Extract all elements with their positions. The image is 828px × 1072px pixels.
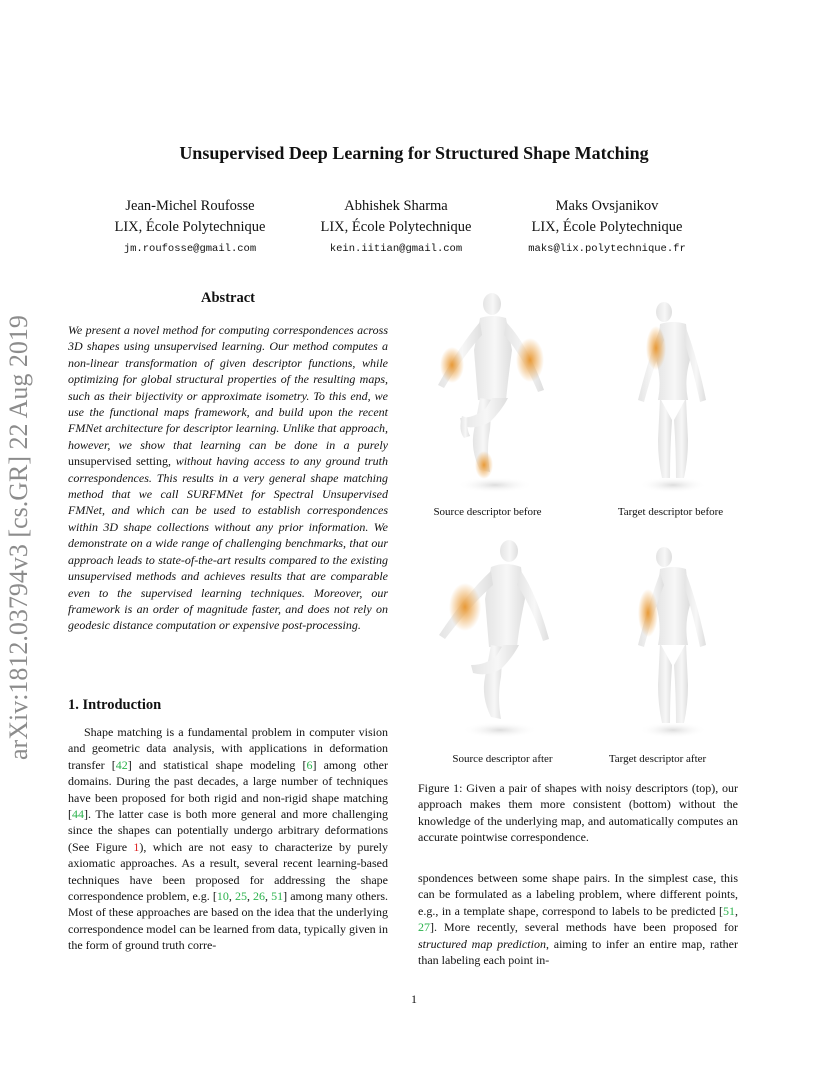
citation-link[interactable]: 44 (72, 807, 84, 822)
citation-link[interactable]: 26 (253, 889, 266, 904)
human-shape-image (420, 290, 570, 495)
arxiv-sidebar-id: arXiv:1812.03794v3 [cs.GR] 22 Aug 2019 (4, 315, 33, 760)
figure-source-before (420, 290, 570, 495)
separator: , (735, 903, 738, 918)
paper-title: Unsupervised Deep Learning for Structured Shape Matching (179, 143, 649, 163)
human-shape-image (598, 535, 748, 740)
separator: , (228, 889, 235, 904)
author-email[interactable]: maks@lix.polytechnique.fr (528, 243, 686, 255)
citation-link[interactable]: 42 (115, 757, 128, 772)
figure-source-after (425, 535, 575, 740)
text-part: ]. More recently, several methods have been proposed for (430, 920, 738, 935)
figure-caption: Figure 1: Given a pair of shapes with noisy descriptors (top), our approach makes them more consistent (bottom) without the knowledge of the underlying map, and automatically computes an accurate pointwise correspondence. (418, 781, 738, 845)
human-shape-image (425, 535, 575, 740)
figure-label-target-after: Target descriptor after (608, 753, 707, 765)
author-affiliation: LIX, École Polytechnique (531, 219, 683, 235)
author-name: Abhishek Sharma (344, 198, 448, 214)
intro-part: Shape matching is a fundamental problem in computer vision and geometric data analysis, with applications in deformation transfer [ (68, 725, 388, 772)
author-name: Jean-Michel Roufosse (125, 198, 255, 214)
author-email[interactable]: jm.roufosse@gmail.com (123, 243, 257, 255)
figure-label-source-before: Source descriptor before (433, 506, 542, 518)
intro-heading: 1. Introduction (68, 697, 162, 713)
figure-label-source-after: Source descriptor after (452, 753, 553, 765)
intro-part: ), which are not easy to characterize by purely axiomatic approaches. As a result, several recent learning-based techniques have been proposed for addressing the shape correspondence problem, e.g. [ (68, 839, 389, 904)
author-name: Maks Ovsjanikov (555, 198, 659, 214)
author-2 (281, 196, 511, 260)
page-number: 1 (411, 992, 417, 1006)
intro-part: ]. The latter case is both more general and more challenging since the shapes can potentially undergo arbitrary deformations (See Figure (68, 807, 388, 854)
intro-part: ] and statistical shape modeling [ (127, 757, 307, 772)
abstract-upright: unsupervised setting, (68, 454, 172, 469)
citation-link[interactable]: 51 (723, 903, 735, 918)
author-email[interactable]: kein.iitian@gmail.com (329, 243, 463, 255)
text-part: , aiming to infer an entire map, rather than labeling each point in- (418, 936, 738, 968)
right-column-text (418, 870, 738, 968)
separator: , (246, 889, 254, 904)
human-shape-image (598, 290, 748, 495)
citation-link[interactable]: 25 (234, 889, 247, 904)
abstract-part: without having access to any ground truth correspondences. This results in a very general shape matching method that we call SURFMNet for Spectral Unsupervised FMNet, and which can be used to establish correspondences within 3D shape collections without any prior information. We demonstrate on a wide range of challenging benchmarks, that our approach leads to state-of-the-art results compared to the existing unsupervised methods and achieves results that are comparable even to the supervised learning techniques. Moreover, our framework is an order of magnitude faster, and does not rely on geodesic distance computation or expensive post-processing. (68, 454, 388, 633)
author-3 (492, 196, 722, 260)
intro-part: ] among many others. Most of these approaches are based on the idea that the underlying correspondence model can be learned from data, typically given in the form of ground truth corre- (68, 889, 389, 953)
separator: , (265, 889, 272, 904)
citation-link[interactable]: 10 (216, 889, 229, 904)
author-affiliation: LIX, École Polytechnique (320, 219, 472, 235)
citation-link[interactable]: 27 (418, 920, 430, 935)
intro-text (68, 724, 388, 954)
abstract-part: We present a novel method for computing correspondences across 3D shapes using unsupervised learning. Our method computes a non-linear transformation of given descriptor functions, while optimizing for global structural properties of the resulting maps, such as their bijectivity or approximate isometry. To this end, we use the functional maps framework, and build upon the recent FMNet architecture for descriptor learning. Unlike that approach, however, we show that learning can be done in a purely (68, 323, 388, 452)
figure-target-after (598, 535, 748, 740)
figure-label-target-before: Target descriptor before (617, 506, 724, 518)
citation-link[interactable]: 51 (271, 889, 284, 904)
intro-part: ] among other domains. During the past decades, a large number of techniques have been proposed for both rigid and non-rigid shape matching [ (68, 757, 388, 822)
abstract-text (68, 322, 388, 634)
emphasis-text: structured map prediction (418, 936, 546, 951)
author-1 (75, 196, 305, 260)
abstract-heading: Abstract (201, 290, 255, 306)
text-part: spondences between some shape pairs. In the simplest case, this can be formulated as a labeling problem, where different points, e.g., in a template shape, correspond to labels to be predicted [ (418, 871, 738, 918)
author-affiliation: LIX, École Polytechnique (114, 219, 266, 235)
figure-link[interactable]: 1 (133, 839, 140, 854)
citation-link[interactable]: 6 (306, 757, 313, 772)
figure-target-before (598, 290, 748, 495)
